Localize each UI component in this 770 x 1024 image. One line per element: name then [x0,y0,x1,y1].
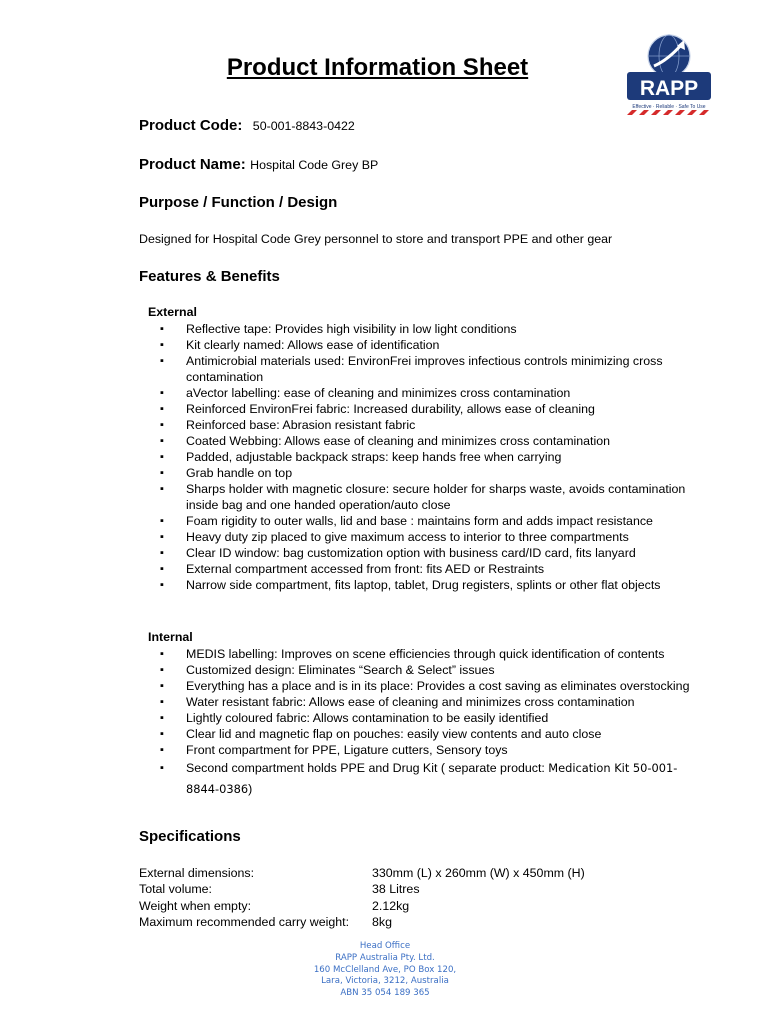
internal-features-list [148,646,718,758]
list-item: ▪ Customized design: Eliminates “Search & Select” issues [148,662,718,678]
spec-row [139,882,659,898]
product-code-label: Product Code: [139,117,243,134]
list-item: ▪ Grab handle on top [148,465,718,481]
list-item: ▪ Reflective tape: Provides high visibility in low light conditions [148,321,718,337]
spec-label: Weight when empty: [139,899,252,913]
purpose-text: Designed for Hospital Code Grey personnel to store and transport PPE and other gear [139,232,613,246]
list-item: ▪ Kit clearly named: Allows ease of identification [148,337,718,353]
list-item: ▪ Reinforced base: Abrasion resistant fabric [148,417,718,433]
purpose-heading: Purpose / Function / Design [139,194,338,211]
list-item: ▪ Padded, adjustable backpack straps: keep hands free when carrying [148,449,718,465]
spec-value: 330mm (L) x 260mm (W) x 450mm (H) [372,866,585,880]
list-item-text-b: Medication Kit 50-001-8844-0386 [186,761,678,796]
footer-line: Head Office [359,941,411,951]
list-item: ▪ Reinforced EnvironFrei fabric: Increased durability, allows ease of cleaning [148,401,718,417]
list-item: ▪ Antimicrobial materials used: EnvironFrei improves infectious controls minimizing cross contamination [148,353,718,385]
spec-value: 8kg [372,915,392,929]
list-item [148,758,688,800]
list-item-text-c: ) [248,782,253,796]
list-item: ▪ Clear ID window: bag customization option with business card/ID card, fits lanyard [148,545,718,561]
list-item: ▪ Water resistant fabric: Allows ease of cleaning and minimizes cross contamination [148,694,718,710]
spec-label: Maximum recommended carry weight: [139,915,350,929]
product-name-value: Hospital Code Grey BP [250,158,379,172]
product-code-value: 50-001-8843-0422 [252,119,355,133]
specifications-heading: Specifications [139,828,241,845]
internal-heading: Internal [148,630,193,644]
list-item-text-a: Second compartment holds PPE and Drug Kit ( separate product: [186,761,549,775]
spec-label: Total volume: [139,882,212,896]
list-item: ▪ Foam rigidity to outer walls, lid and base : maintains form and adds impact resistance [148,513,718,529]
external-features-list [148,321,718,593]
footer-line: 160 McClelland Ave, PO Box 120, [313,964,457,975]
footer-address [0,941,770,1000]
list-item: ▪ Sharps holder with magnetic closure: secure holder for sharps waste, avoids contamination inside bag and one handed operation/auto close [148,481,718,513]
footer-line: RAPP Australia Pty. Ltd. [335,952,435,963]
svg-text:RAPP: RAPP [639,77,699,100]
features-heading: Features & Benefits [139,268,280,285]
list-item: ▪ External compartment accessed from front: fits AED or Restraints [148,561,718,577]
list-item: ▪ Everything has a place and is in its place: Provides a cost saving as eliminates overstocking [148,678,718,694]
list-item: ▪ Coated Webbing: Allows ease of cleaning and minimizes cross contamination [148,433,718,449]
external-heading: External [148,305,197,319]
spec-row [139,899,659,915]
list-item: ▪ Clear lid and magnetic flap on pouches: easily view contents and auto close [148,726,718,742]
list-item: ▪ aVector labelling: ease of cleaning and minimizes cross contamination [148,385,718,401]
list-item: ▪ Narrow side compartment, fits laptop, tablet, Drug registers, splints or other flat objects [148,577,718,593]
product-name-label: Product Name: [139,156,246,173]
spec-value: 2.12kg [372,899,410,913]
product-code [139,117,355,135]
list-item: ▪ MEDIS labelling: Improves on scene efficiencies through quick identification of contents [148,646,718,662]
spec-row [139,915,659,931]
list-item: ▪ Lightly coloured fabric: Allows contamination to be easily identified [148,710,718,726]
spec-value: 38 Litres [372,882,420,896]
page-title: Product Information Sheet [226,54,529,81]
spec-row [139,866,659,882]
footer-line: Lara, Victoria, 3212, Australia [321,976,449,987]
footer-line: ABN 35 054 189 365 [340,988,430,999]
svg-text:Effective · Reliable · Safe To: Effective · Reliable · Safe To Use [632,104,706,110]
product-name [139,156,378,174]
rapp-logo [624,30,714,116]
list-item: ▪ Heavy duty zip placed to give maximum access to interior to three compartments [148,529,718,545]
internal-features-last [148,758,688,800]
list-item: ▪ Front compartment for PPE, Ligature cutters, Sensory toys [148,742,718,758]
spec-label: External dimensions: [139,866,255,880]
